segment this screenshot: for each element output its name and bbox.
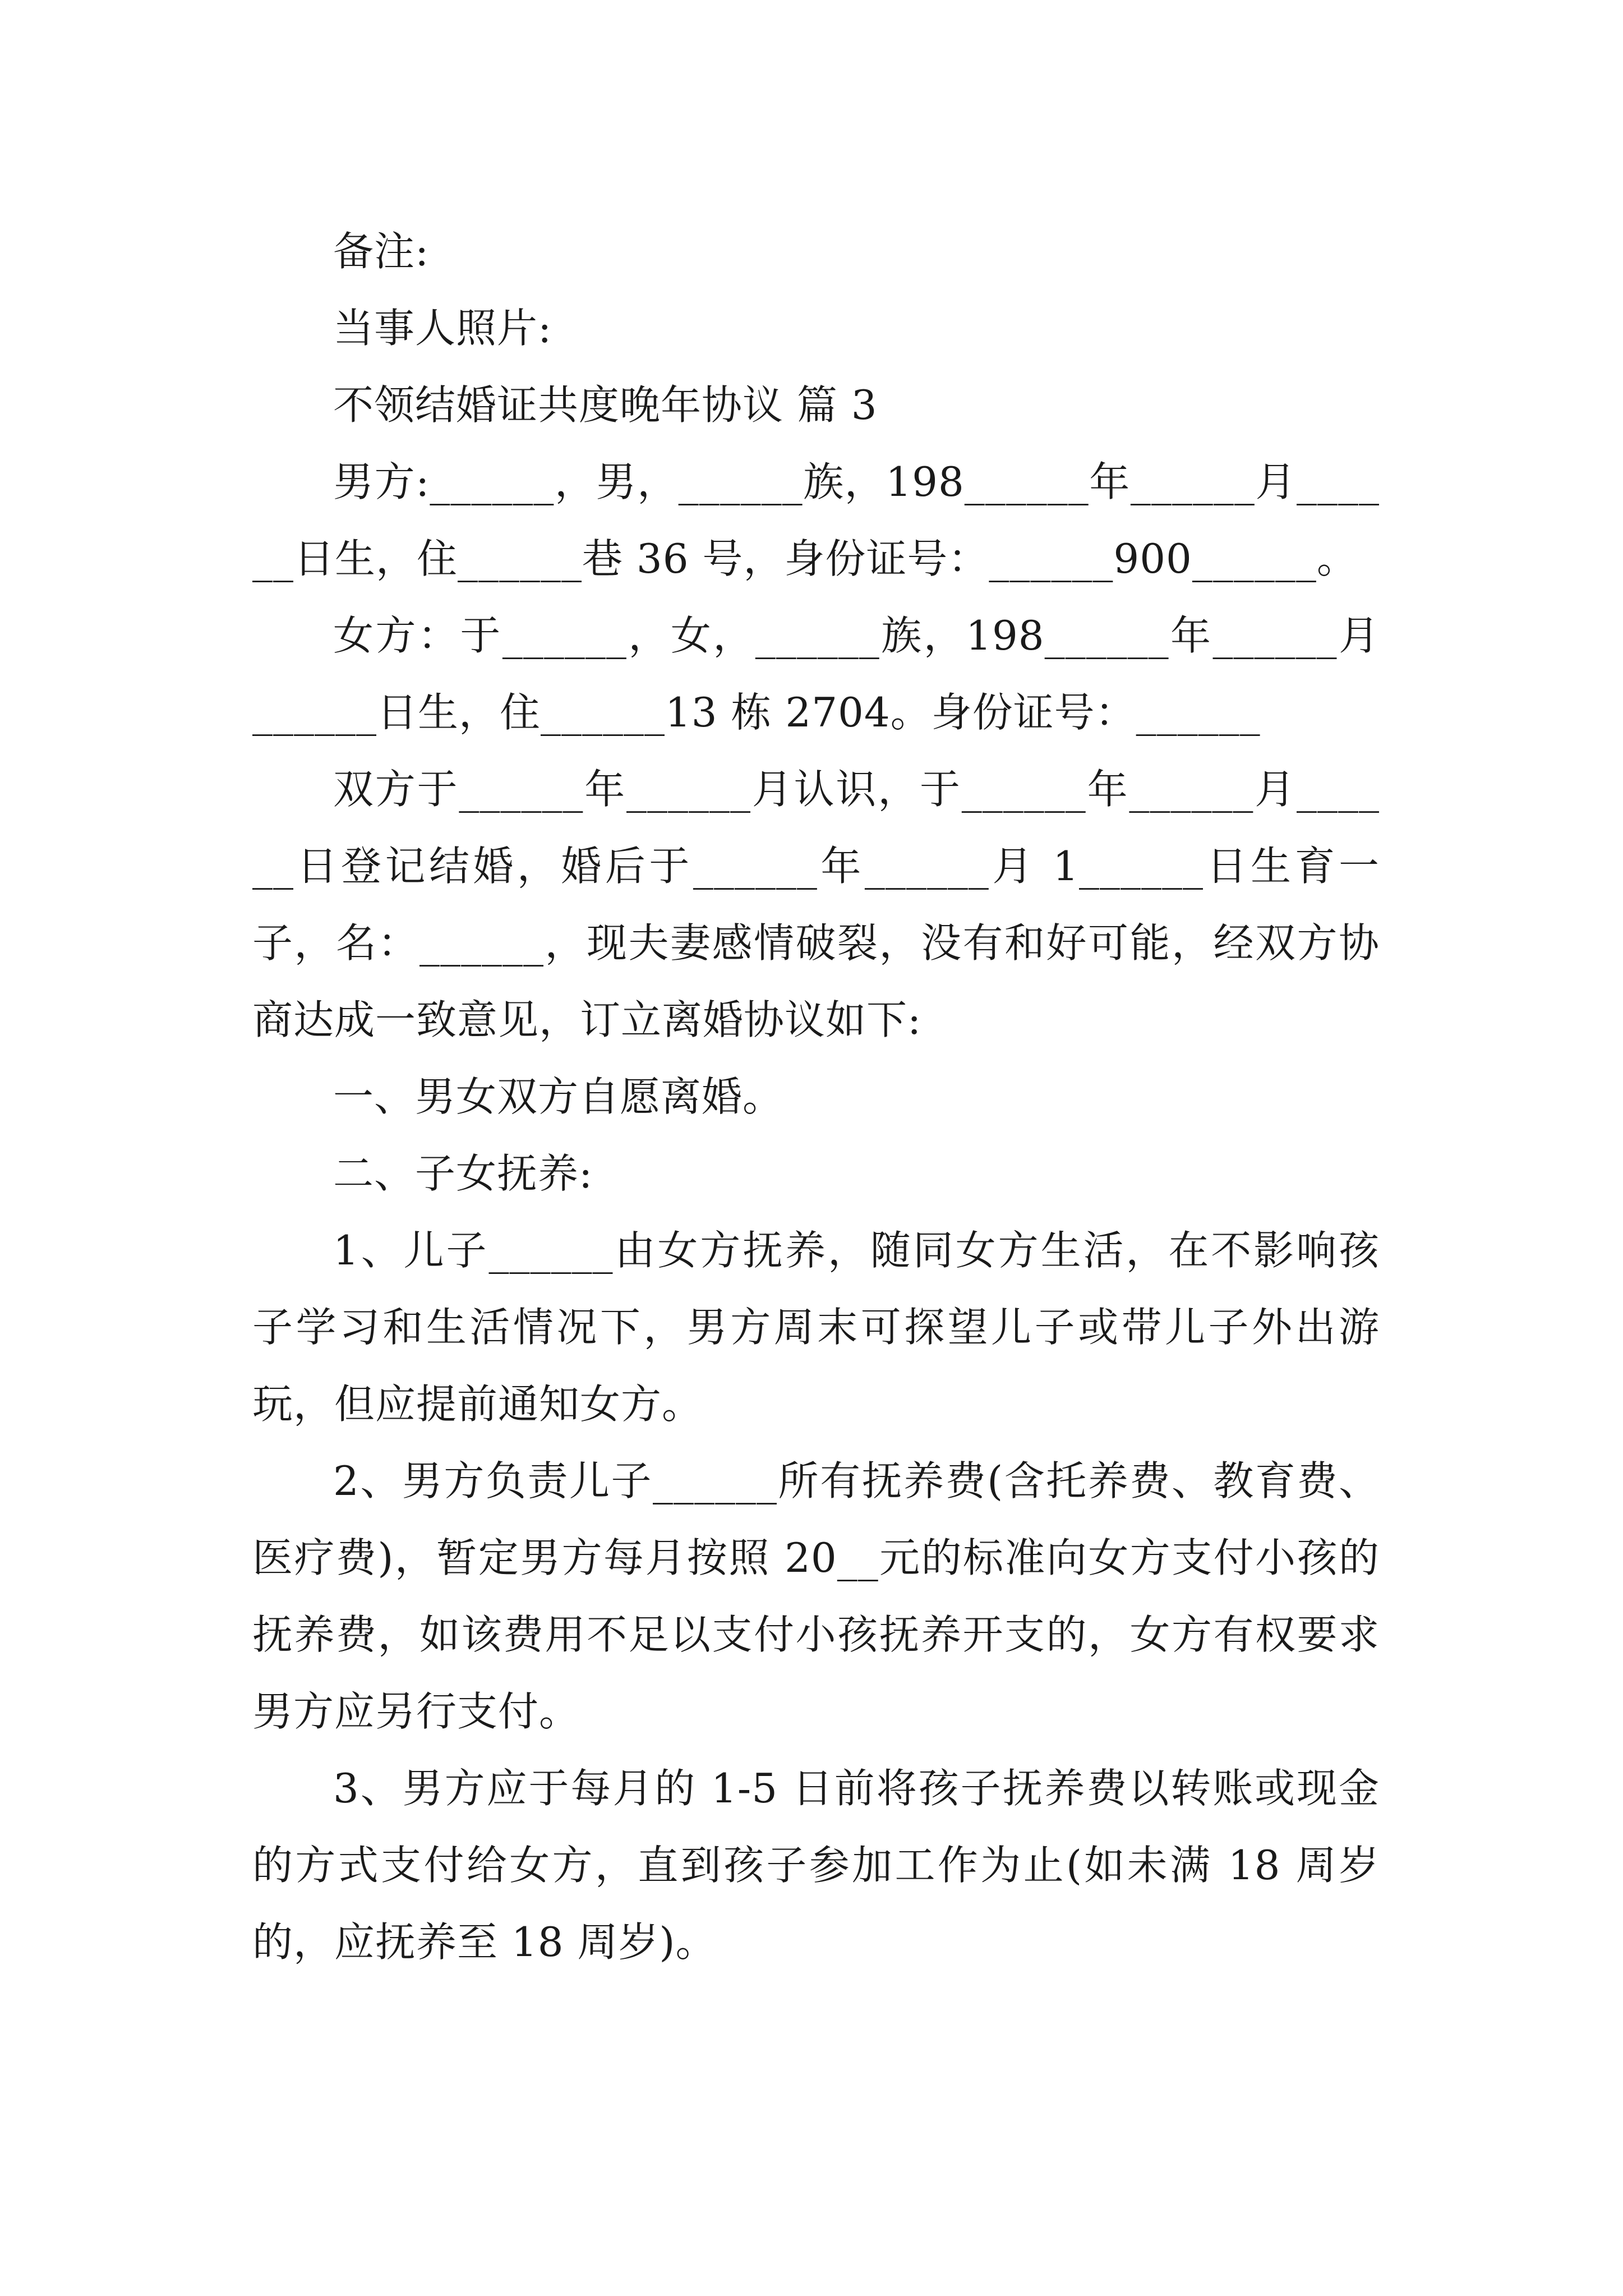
marriage-background-paragraph: 双方于______年______月认识，于______年______月______日登记结婚，婚后于______年______月 1______日生育一子，名：______，现夫妻感情破裂，没有和好可能，经双方协商达成一致意见，订立离婚协议如下: <box>252 766 1380 1043</box>
clause-two-item-3: 3、男方应于每月的 1-5 日前将孩子抚养费以转账或现金的方式支付给女方，直到孩子参加工作为止(如未满 18 周岁的，应抚养至 18 周岁)。 <box>252 1765 1380 1966</box>
party-photo-label: 当事人照片: <box>333 305 552 352</box>
document-body <box>252 213 1380 1981</box>
clause-one: 一、男女双方自愿离婚。 <box>333 1073 784 1120</box>
female-party-paragraph: 女方：于______，女，______族，198______年______月______日生，住______13 栋 2704。身份证号：______ <box>252 612 1380 736</box>
clause-two-item-2: 2、男方负责儿子______所有抚养费(含托养费、教育费、医疗费)，暂定男方每月按照 20__元的标准向女方支付小孩的抚养费，如该费用不足以支付小孩抚养开支的，女方有权要求男方应另行支付。 <box>252 1457 1380 1735</box>
section-title: 不领结婚证共度晚年协议 篇 3 <box>333 381 878 429</box>
clause-two-heading: 二、子女抚养: <box>333 1150 593 1197</box>
male-party-paragraph: 男方:______，男，______族，198______年______月______日生，住______巷 36 号，身份证号：______900______。 <box>252 458 1380 582</box>
remarks-label: 备注: <box>333 228 430 275</box>
clause-two-item-1: 1、儿子______由女方抚养，随同女方生活，在不影响孩子学习和生活情况下，男方周末可探望儿子或带儿子外出游玩，但应提前通知女方。 <box>252 1227 1380 1428</box>
